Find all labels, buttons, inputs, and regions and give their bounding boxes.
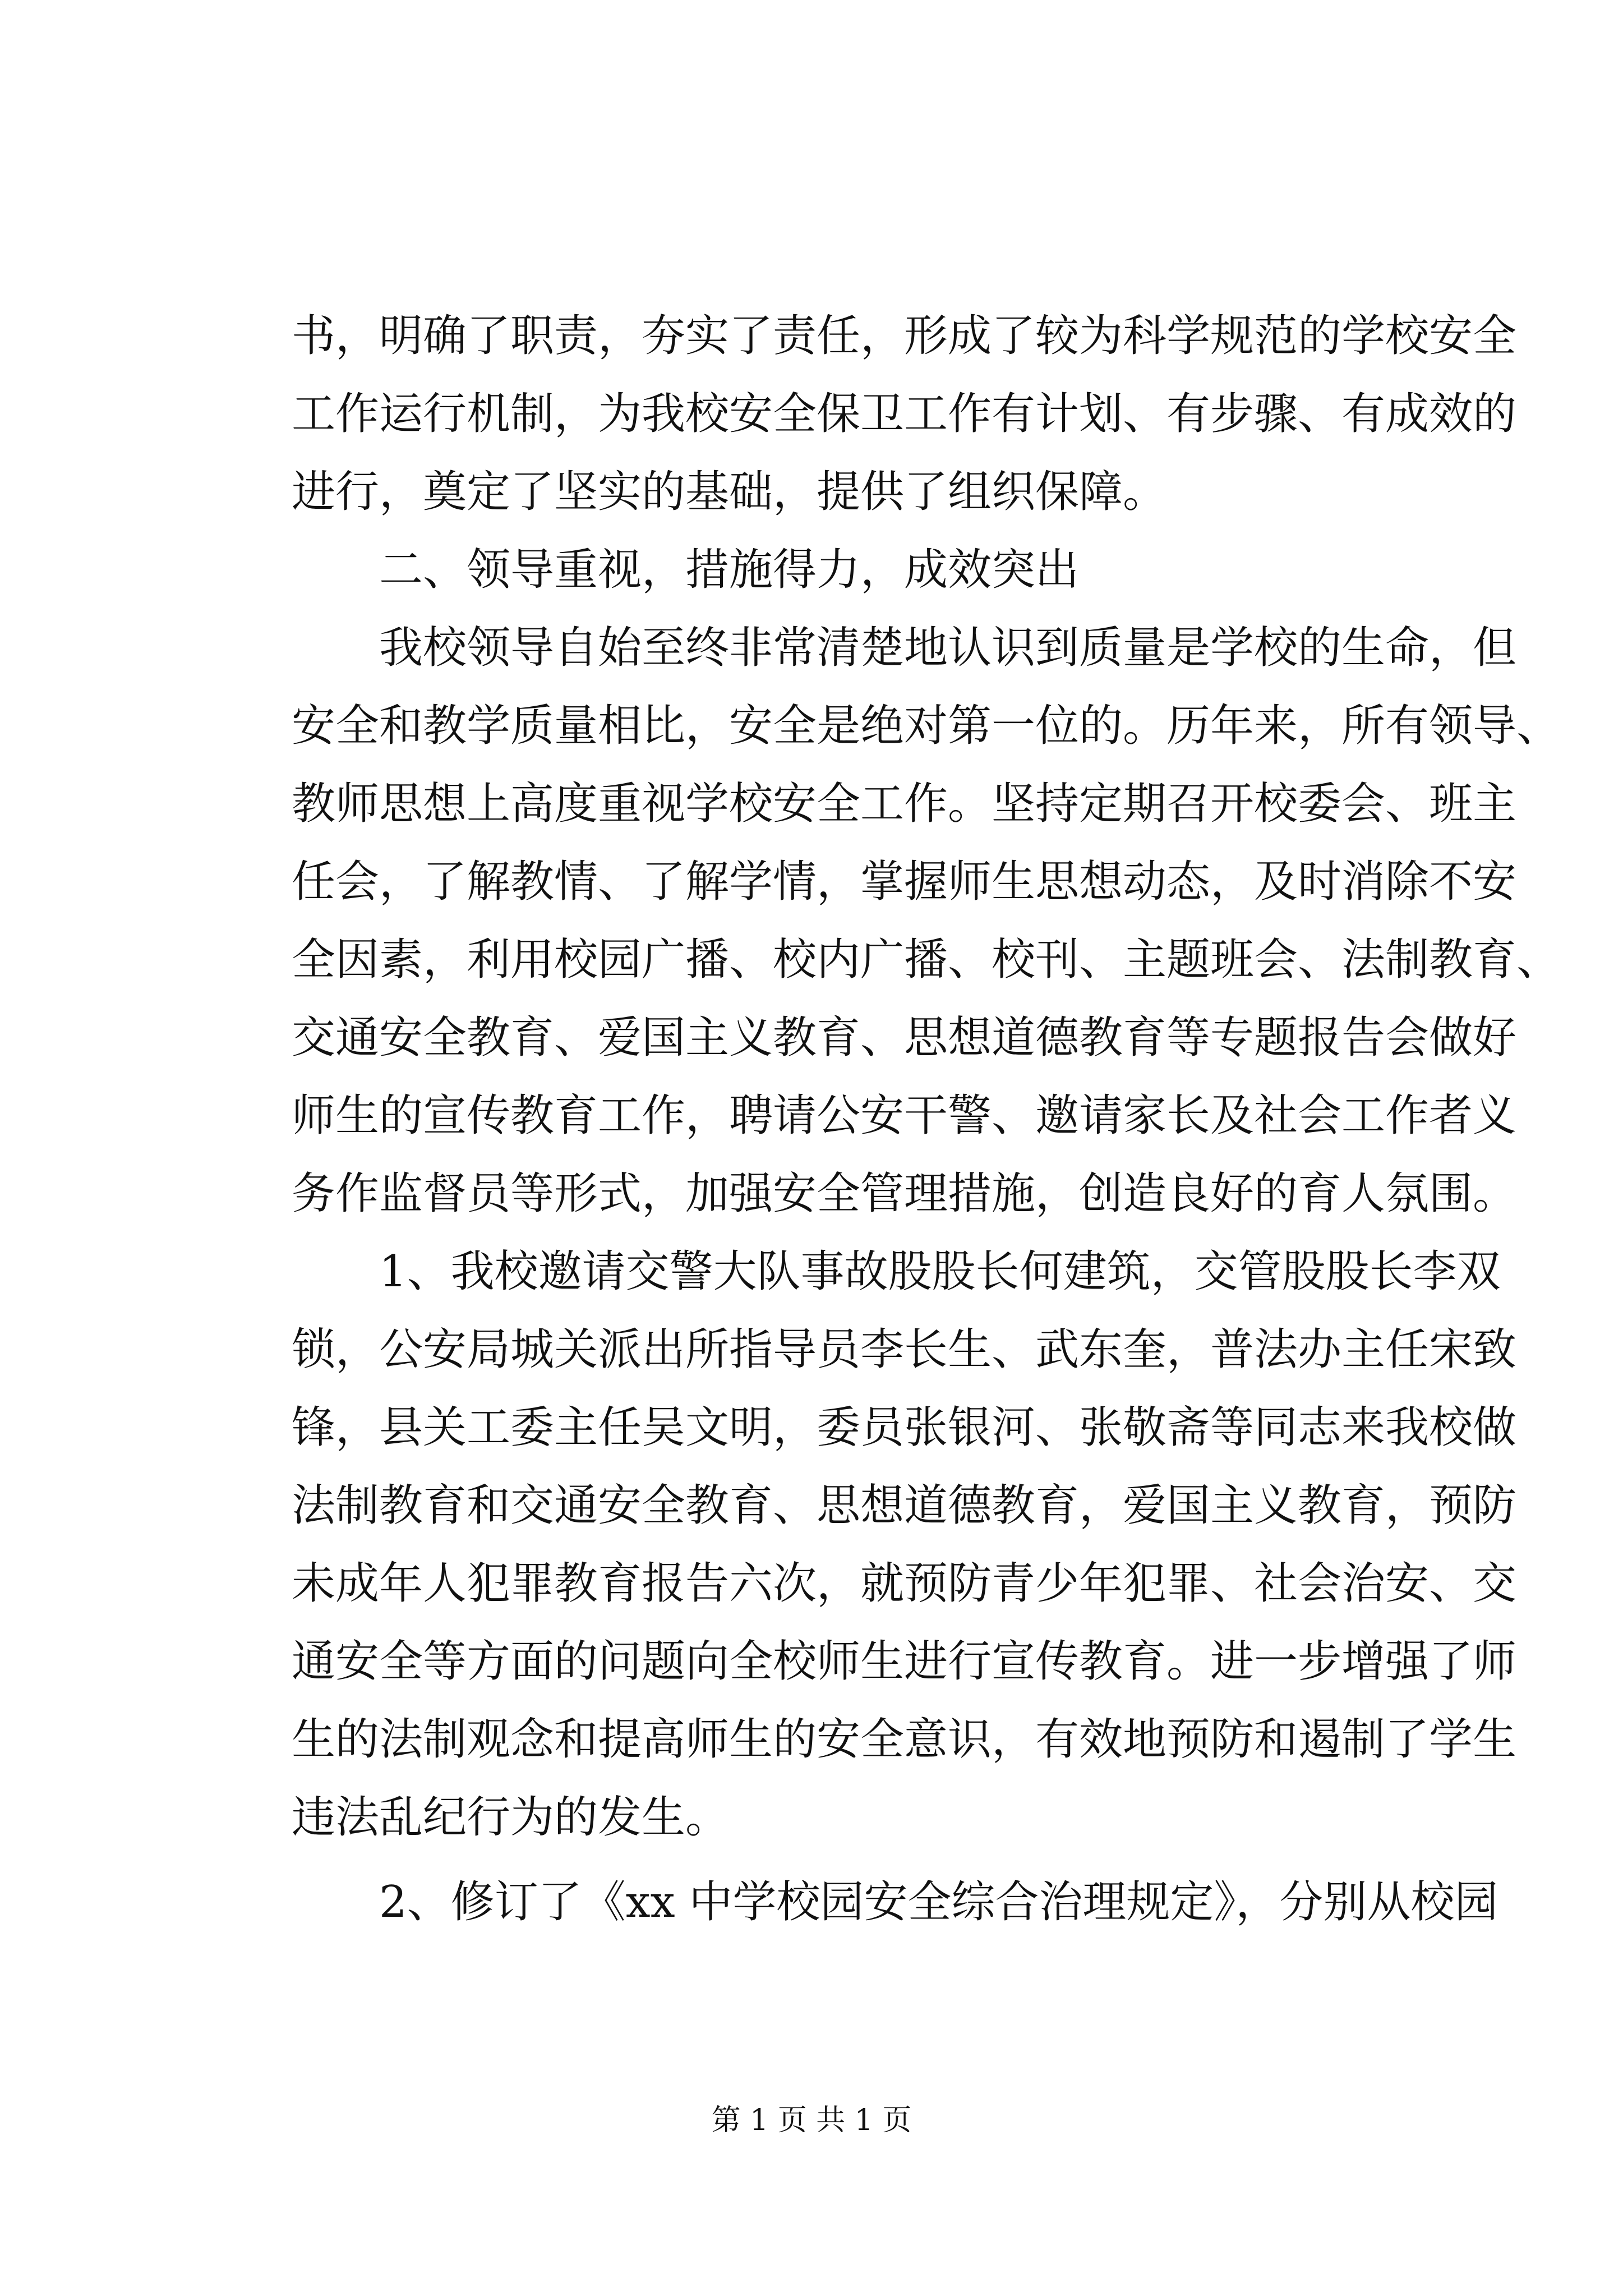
- text-line: 务作监督员等形式，加强安全管理措施，创造良好的育人氛围。: [292, 1168, 1517, 1219]
- section-heading: 二、领导重视，措施得力，成效突出: [379, 545, 1080, 595]
- paragraph-first-line: 2、修订了《xx 中学校园安全综合治理规定》，分别从校园: [379, 1877, 1498, 1927]
- text-line: 任会，了解教情、了解学情，掌握师生思想动态，及时消除不安: [292, 857, 1517, 907]
- text-line: 法制教育和交通安全教育、思想道德教育，爱国主义教育，预防: [292, 1480, 1517, 1531]
- text-line: 教师思想上高度重视学校安全工作。坚持定期召开校委会、班主: [292, 779, 1517, 829]
- text-line: 书，明确了职责，夯实了责任，形成了较为科学规范的学校安全: [292, 311, 1517, 361]
- text-line: 生的法制观念和提高师生的安全意识，有效地预防和遏制了学生: [292, 1714, 1517, 1765]
- page-number-footer: 第 1 页 共 1 页: [711, 2104, 912, 2137]
- text-line: 锁，公安局城关派出所指导员李长生、武东奎，普法办主任宋致: [292, 1324, 1517, 1375]
- text-line: 未成年人犯罪教育报告六次，就预防青少年犯罪、社会治安、交: [292, 1558, 1517, 1609]
- text-line: 全因素，利用校园广播、校内广播、校刊、主题班会、法制教育、: [292, 935, 1561, 985]
- document-body: [292, 297, 1561, 1941]
- text-line: 工作运行机制，为我校安全保卫工作有计划、有步骤、有成效的: [292, 389, 1517, 439]
- paragraph-first-line: 我校领导自始至终非常清楚地认识到质量是学校的生命，但: [379, 623, 1517, 673]
- text-line: 违法乱纪行为的发生。: [292, 1792, 730, 1843]
- text-line: 交通安全教育、爱国主义教育、思想道德教育等专题报告会做好: [292, 1013, 1517, 1063]
- text-line: 安全和教学质量相比，安全是绝对第一位的。历年来，所有领导、: [292, 701, 1561, 751]
- text-line: 锋，县关工委主任吴文明，委员张银河、张敬斋等同志来我校做: [292, 1402, 1517, 1453]
- text-line: 进行，奠定了坚实的基础，提供了组织保障。: [292, 467, 1167, 517]
- text-line: 通安全等方面的问题向全校师生进行宣传教育。进一步增强了师: [292, 1636, 1517, 1687]
- paragraph-first-line: 1、我校邀请交警大队事故股股长何建筑，交管股股长李双: [379, 1246, 1501, 1297]
- text-line: 师生的宣传教育工作，聘请公安干警、邀请家长及社会工作者义: [292, 1091, 1517, 1141]
